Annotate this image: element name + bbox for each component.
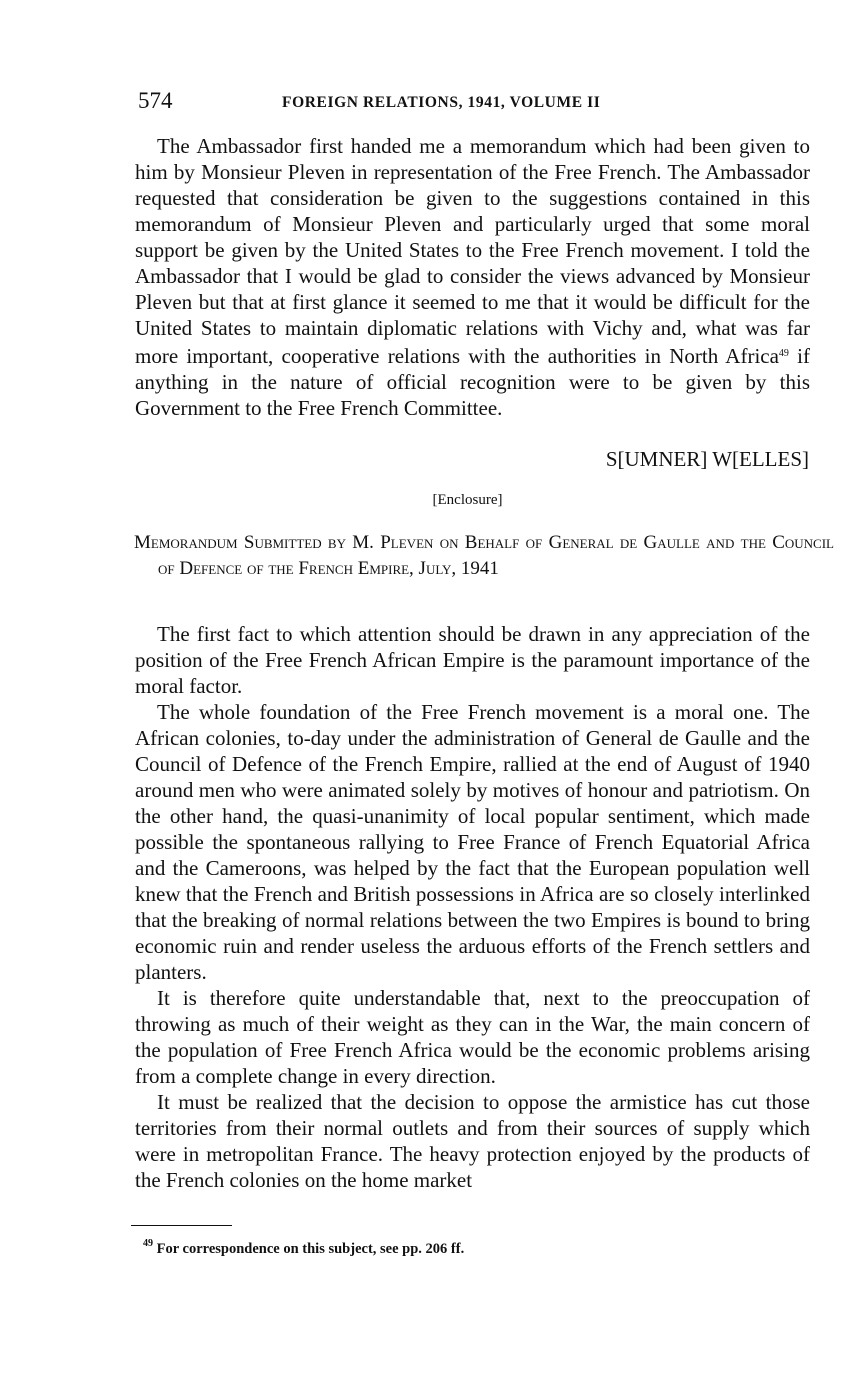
footnote-text: For correspondence on this subject, see pp. 206 ff. [153, 1241, 465, 1257]
footnote-number: 49 [143, 1238, 153, 1249]
footnote-divider [131, 1225, 232, 1226]
paragraph-text: The Ambassador first handed me a memorandum which had been given to him by Monsieur Pleven in representation of the Free French. The Ambassador requested that consideration be given to the suggestions contained in this memorandum of Monsieur Pleven and particularly urged that some moral support be given by the United States to the Free French movement. I told the Ambassador that I would be glad to consider the views advanced by Monsieur Pleven but that at first glance it seemed to me that it would be difficult for the United States to maintain diplomatic relations with Vichy and, what was far more important, cooperative relations with the authorities in North Africa [135, 134, 810, 368]
paragraph [135, 133, 810, 421]
page-number: 574 [138, 88, 173, 113]
running-head: FOREIGN RELATIONS, 1941, VOLUME II [282, 94, 601, 111]
memo-paragraph: It is therefore quite understandable that, next to the preoccupation of throwing as much of their weight as they can in the War, the main concern of the population of Free French Africa would be the economic problems arising from a complete change in every direction. [135, 986, 810, 1088]
enclosure-label: [Enclosure] [432, 492, 503, 508]
page-header [138, 88, 668, 118]
memo-paragraph: It must be realized that the decision to oppose the armistice has cut those territories from their normal outlets and from their sources of supply which were in metropolitan France. The heavy protection enjoyed by the products of the French colonies on the home market [135, 1090, 810, 1192]
memo-paragraph: The whole foundation of the Free French movement is a moral one. The African colonies, to-day under the administration of General de Gaulle and the Council of Defence of the French Empire, rallied at the end of August of 1940 around men who were animated solely by motives of honour and patriotism. On the other hand, the quasi-unanimity of local popular sentiment, which made possible the spontaneous rallying to Free France of French Equatorial Africa and the Cameroons, was helped by the fact that the European population well knew that the French and British possessions in Africa are so closely interlinked that the breaking of normal relations between the two Empires is bound to bring economic ruin and render useless the arduous efforts of the French settlers and planters. [135, 700, 810, 984]
memo-paragraph: The first fact to which attention should be drawn in any appreciation of the position of the Free French African Empire is the paramount importance of the moral factor. [135, 622, 810, 698]
memorandum-body [135, 621, 810, 1193]
memorandum-title: Memorandum Submitted by M. Pleven on Behalf of General de Gaulle and the Council of Defence of the French Empire, July, 1941 [134, 532, 834, 579]
signature: S[UMNER] W[ELLES] [605, 447, 809, 471]
paragraph-text-continued: if anything in the nature of official recognition were to be given by this Government to the Free French Committee. [135, 344, 810, 420]
footnote-reference: 49 [778, 348, 789, 359]
letter-body [135, 133, 810, 421]
footnote [143, 1238, 464, 1258]
